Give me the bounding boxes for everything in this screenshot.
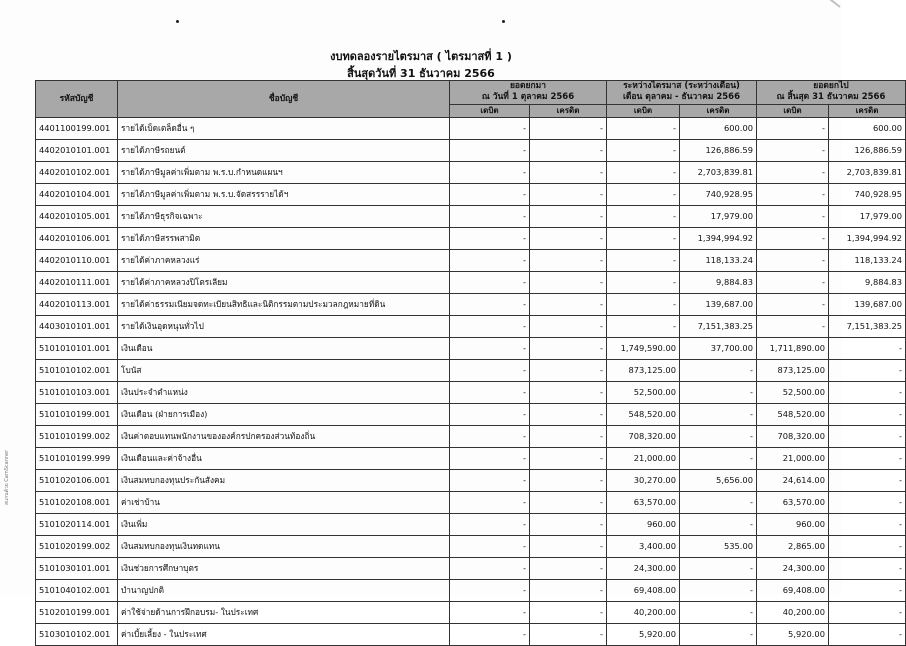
account-code-cell: 5101040102.001 [36, 579, 118, 601]
closing-debit-cell: 40,200.00 [757, 601, 829, 623]
opening-debit-cell: - [450, 601, 530, 623]
account-name-cell: รายได้ภาษีมูลค่าเพิ่มตาม พ.ร.บ.กำหนดแผนฯ [118, 161, 450, 183]
account-code-cell: 5101030101.001 [36, 557, 118, 579]
opening-credit-cell: - [530, 381, 607, 403]
account-name-cell: ค่าเบี้ยเลี้ยง - ในประเทศ [118, 623, 450, 645]
closing-date: ณ สิ้นสุด 31 ธันวาคม 2566 [776, 92, 886, 103]
account-name-cell: รายได้ค่าภาคหลวงแร่ [118, 249, 450, 271]
table-row [36, 491, 906, 513]
period-credit-cell: - [680, 425, 757, 447]
opening-debit-cell: - [450, 117, 530, 139]
period-debit-cell: 21,000.00 [607, 447, 680, 469]
period-credit-cell: 1,394,994.92 [680, 227, 757, 249]
table-row [36, 139, 906, 161]
period-credit-cell: 2,703,839.81 [680, 161, 757, 183]
opening-debit-cell: - [450, 623, 530, 645]
closing-credit-cell: - [829, 359, 906, 381]
period-credit-cell: - [680, 403, 757, 425]
closing-credit-cell: 2,703,839.81 [829, 161, 906, 183]
table-row [36, 359, 906, 381]
period-debit-cell: 30,270.00 [607, 469, 680, 491]
account-code-cell: 5101010199.001 [36, 403, 118, 425]
opening-credit-cell: - [530, 315, 607, 337]
table-row [36, 161, 906, 183]
closing-credit-cell: - [829, 601, 906, 623]
period-debit-cell: - [607, 293, 680, 315]
table-row [36, 315, 906, 337]
account-code-cell: 5101010103.001 [36, 381, 118, 403]
trial-balance-table [35, 80, 906, 646]
opening-credit-cell: - [530, 513, 607, 535]
table-row [36, 557, 906, 579]
period-debit-cell: 40,200.00 [607, 601, 680, 623]
column-header-name: ชื่อบัญชี [118, 81, 450, 118]
closing-credit-cell: - [829, 491, 906, 513]
period-credit-cell: - [680, 447, 757, 469]
period-credit-cell: - [680, 557, 757, 579]
column-header-debit: เดบิต [757, 104, 829, 117]
period-credit-cell: 139,687.00 [680, 293, 757, 315]
period-debit-cell: 52,500.00 [607, 381, 680, 403]
column-group-closing [757, 81, 906, 105]
column-header-credit: เครดิต [829, 104, 906, 117]
closing-label: ยอดยกไป [813, 81, 849, 91]
opening-label: ยอดยกมา [509, 81, 547, 91]
table-body [36, 117, 906, 645]
table-row [36, 513, 906, 535]
opening-debit-cell: - [450, 557, 530, 579]
account-name-cell: ค่าเช่าบ้าน [118, 491, 450, 513]
closing-debit-cell: - [757, 117, 829, 139]
opening-debit-cell: - [450, 403, 530, 425]
account-code-cell: 4403010101.001 [36, 315, 118, 337]
closing-credit-cell: 139,687.00 [829, 293, 906, 315]
table-row [36, 183, 906, 205]
closing-credit-cell: 1,394,994.92 [829, 227, 906, 249]
account-name-cell: รายได้ภาษีรถยนต์ [118, 139, 450, 161]
table-row [36, 205, 906, 227]
account-name-cell: รายได้ค่าภาคหลวงปิโตรเลียม [118, 271, 450, 293]
column-header-debit: เดบิต [607, 104, 680, 117]
account-code-cell: 4402010102.001 [36, 161, 118, 183]
period-debit-cell: 708,320.00 [607, 425, 680, 447]
page-corner-crease [792, 0, 841, 8]
table-row [36, 271, 906, 293]
period-debit-cell: 960.00 [607, 513, 680, 535]
table-row [36, 117, 906, 139]
account-name-cell: รายได้เงินอุดหนุนทั่วไป [118, 315, 450, 337]
opening-credit-cell: - [530, 425, 607, 447]
account-code-cell: 4402010101.001 [36, 139, 118, 161]
opening-credit-cell: - [530, 139, 607, 161]
table-row [36, 447, 906, 469]
account-code-cell: 4402010106.001 [36, 227, 118, 249]
opening-credit-cell: - [530, 557, 607, 579]
period-debit-cell: - [607, 249, 680, 271]
opening-credit-cell: - [530, 579, 607, 601]
period-debit-cell: - [607, 161, 680, 183]
period-credit-cell: 5,656.00 [680, 469, 757, 491]
closing-debit-cell: 873,125.00 [757, 359, 829, 381]
closing-credit-cell: 126,886.59 [829, 139, 906, 161]
account-code-cell: 5103010102.001 [36, 623, 118, 645]
account-code-cell: 5101010101.001 [36, 337, 118, 359]
opening-credit-cell: - [530, 249, 607, 271]
document-title: งบทดลองรายไตรมาส ( ไตรมาสที่ 1 ) [330, 50, 512, 63]
opening-credit-cell: - [530, 117, 607, 139]
opening-credit-cell: - [530, 271, 607, 293]
closing-credit-cell: - [829, 469, 906, 491]
closing-debit-cell: - [757, 249, 829, 271]
scan-speck [502, 20, 505, 23]
closing-credit-cell: 7,151,383.25 [829, 315, 906, 337]
period-credit-cell: 740,928.95 [680, 183, 757, 205]
period-credit-cell: - [680, 359, 757, 381]
column-header-credit: เครดิต [530, 104, 607, 117]
closing-debit-cell: 548,520.00 [757, 403, 829, 425]
table-row [36, 601, 906, 623]
closing-debit-cell: 2,865.00 [757, 535, 829, 557]
period-credit-cell: - [680, 381, 757, 403]
period-debit-cell: - [607, 183, 680, 205]
closing-debit-cell: 960.00 [757, 513, 829, 535]
table-row [36, 535, 906, 557]
opening-credit-cell: - [530, 447, 607, 469]
period-credit-cell: 7,151,383.25 [680, 315, 757, 337]
closing-debit-cell: 52,500.00 [757, 381, 829, 403]
account-code-cell: 5101010199.999 [36, 447, 118, 469]
scanner-watermark: สแกนด้วย CamScanner [4, 449, 10, 505]
account-code-cell: 4402010110.001 [36, 249, 118, 271]
closing-debit-cell: 1,711,890.00 [757, 337, 829, 359]
account-code-cell: 5101020114.001 [36, 513, 118, 535]
period-credit-cell: - [680, 601, 757, 623]
closing-credit-cell: - [829, 557, 906, 579]
period-credit-cell: - [680, 491, 757, 513]
closing-debit-cell: - [757, 293, 829, 315]
period-debit-cell: 24,300.00 [607, 557, 680, 579]
closing-credit-cell: - [829, 623, 906, 645]
account-code-cell: 4401100199.001 [36, 117, 118, 139]
account-code-cell: 5101020108.001 [36, 491, 118, 513]
account-code-cell: 4402010105.001 [36, 205, 118, 227]
opening-credit-cell: - [530, 183, 607, 205]
opening-debit-cell: - [450, 227, 530, 249]
closing-debit-cell: 24,614.00 [757, 469, 829, 491]
closing-credit-cell: - [829, 579, 906, 601]
closing-credit-cell: 600.00 [829, 117, 906, 139]
opening-debit-cell: - [450, 315, 530, 337]
opening-debit-cell: - [450, 425, 530, 447]
closing-debit-cell: 69,408.00 [757, 579, 829, 601]
closing-credit-cell: - [829, 535, 906, 557]
opening-debit-cell: - [450, 205, 530, 227]
closing-credit-cell: 740,928.95 [829, 183, 906, 205]
closing-debit-cell: 708,320.00 [757, 425, 829, 447]
period-debit-cell: 69,408.00 [607, 579, 680, 601]
period-label: ระหว่างไตรมาส (ระหว่างเดือน) [623, 81, 740, 91]
opening-debit-cell: - [450, 513, 530, 535]
period-credit-cell: 37,700.00 [680, 337, 757, 359]
period-debit-cell: 5,920.00 [607, 623, 680, 645]
closing-credit-cell: - [829, 447, 906, 469]
account-name-cell: รายได้ภาษีธุรกิจเฉพาะ [118, 205, 450, 227]
account-name-cell: เงินช่วยการศึกษาบุตร [118, 557, 450, 579]
closing-debit-cell: - [757, 271, 829, 293]
period-credit-cell: 535.00 [680, 535, 757, 557]
period-debit-cell: - [607, 139, 680, 161]
account-name-cell: เงินสมทบกองทุนประกันสังคม [118, 469, 450, 491]
table-row [36, 579, 906, 601]
opening-credit-cell: - [530, 161, 607, 183]
closing-credit-cell: 9,884.83 [829, 271, 906, 293]
account-name-cell: เงินค่าตอบแทนพนักงานขององค์กรปกครองส่วนท้องถิ่น [118, 425, 450, 447]
opening-credit-cell: - [530, 403, 607, 425]
period-debit-cell: - [607, 271, 680, 293]
account-code-cell: 5102010199.001 [36, 601, 118, 623]
closing-credit-cell: - [829, 337, 906, 359]
opening-debit-cell: - [450, 359, 530, 381]
account-name-cell: รายได้เบ็ดเตล็ดอื่น ๆ [118, 117, 450, 139]
closing-credit-cell: - [829, 513, 906, 535]
opening-credit-cell: - [530, 293, 607, 315]
period-credit-cell: 118,133.24 [680, 249, 757, 271]
table-row [36, 337, 906, 359]
opening-credit-cell: - [530, 359, 607, 381]
opening-credit-cell: - [530, 205, 607, 227]
column-header-debit: เดบิต [450, 104, 530, 117]
table-row [36, 425, 906, 447]
period-credit-cell: 9,884.83 [680, 271, 757, 293]
period-debit-cell: 63,570.00 [607, 491, 680, 513]
account-code-cell: 5101020199.002 [36, 535, 118, 557]
period-debit-cell: 548,520.00 [607, 403, 680, 425]
header-row [36, 81, 906, 105]
closing-debit-cell: 5,920.00 [757, 623, 829, 645]
document-subtitle: สิ้นสุดวันที่ 31 ธันวาคม 2566 [347, 67, 495, 80]
column-header-credit: เครดิต [680, 104, 757, 117]
scan-speck [176, 20, 179, 23]
opening-debit-cell: - [450, 337, 530, 359]
table-row [36, 293, 906, 315]
account-code-cell: 4402010111.001 [36, 271, 118, 293]
account-code-cell: 5101020106.001 [36, 469, 118, 491]
column-group-opening [450, 81, 607, 105]
opening-debit-cell: - [450, 139, 530, 161]
period-date: เดือน ตุลาคม - ธันวาคม 2566 [623, 92, 740, 103]
closing-debit-cell: - [757, 183, 829, 205]
opening-debit-cell: - [450, 535, 530, 557]
closing-debit-cell: - [757, 227, 829, 249]
account-name-cell: รายได้ค่าธรรมเนียมจดทะเบียนสิทธิและนิติกรรมตามประมวลกฎหมายที่ดิน [118, 293, 450, 315]
period-debit-cell: 1,749,590.00 [607, 337, 680, 359]
account-code-cell: 5101010102.001 [36, 359, 118, 381]
opening-debit-cell: - [450, 469, 530, 491]
period-debit-cell: 873,125.00 [607, 359, 680, 381]
period-debit-cell: - [607, 227, 680, 249]
opening-credit-cell: - [530, 623, 607, 645]
period-credit-cell: 600.00 [680, 117, 757, 139]
period-credit-cell: 126,886.59 [680, 139, 757, 161]
opening-date: ณ วันที่ 1 ตุลาคม 2566 [481, 92, 575, 103]
period-debit-cell: 3,400.00 [607, 535, 680, 557]
closing-credit-cell: 17,979.00 [829, 205, 906, 227]
column-header-code: รหัสบัญชี [36, 81, 118, 118]
closing-debit-cell: - [757, 139, 829, 161]
opening-credit-cell: - [530, 469, 607, 491]
opening-credit-cell: - [530, 535, 607, 557]
period-debit-cell: - [607, 117, 680, 139]
account-code-cell: 4402010104.001 [36, 183, 118, 205]
period-credit-cell: - [680, 513, 757, 535]
opening-debit-cell: - [450, 381, 530, 403]
account-name-cell: เงินเดือน [118, 337, 450, 359]
opening-debit-cell: - [450, 447, 530, 469]
account-code-cell: 4402010113.001 [36, 293, 118, 315]
period-credit-cell: - [680, 579, 757, 601]
table-row [36, 469, 906, 491]
table-row [36, 381, 906, 403]
opening-debit-cell: - [450, 579, 530, 601]
closing-debit-cell: 21,000.00 [757, 447, 829, 469]
account-name-cell: บำนาญปกติ [118, 579, 450, 601]
closing-debit-cell: - [757, 205, 829, 227]
account-name-cell: รายได้ภาษีสรรพสามิต [118, 227, 450, 249]
closing-debit-cell: 63,570.00 [757, 491, 829, 513]
opening-debit-cell: - [450, 249, 530, 271]
opening-debit-cell: - [450, 293, 530, 315]
table-row [36, 249, 906, 271]
period-credit-cell: 17,979.00 [680, 205, 757, 227]
account-name-cell: รายได้ภาษีมูลค่าเพิ่มตาม พ.ร.บ.จัดสรรรายได้ฯ [118, 183, 450, 205]
account-name-cell: เงินเดือนและค่าจ้างอื่น [118, 447, 450, 469]
closing-debit-cell: - [757, 161, 829, 183]
opening-credit-cell: - [530, 491, 607, 513]
account-name-cell: เงินประจำตำแหน่ง [118, 381, 450, 403]
account-name-cell: เงินสมทบกองทุนเงินทดแทน [118, 535, 450, 557]
opening-debit-cell: - [450, 271, 530, 293]
opening-debit-cell: - [450, 161, 530, 183]
account-name-cell: โบนัส [118, 359, 450, 381]
account-name-cell: ค่าใช้จ่ายด้านการฝึกอบรม- ในประเทศ [118, 601, 450, 623]
table-row [36, 403, 906, 425]
period-credit-cell: - [680, 623, 757, 645]
closing-credit-cell: - [829, 425, 906, 447]
table-row [36, 623, 906, 645]
opening-debit-cell: - [450, 183, 530, 205]
closing-credit-cell: - [829, 381, 906, 403]
opening-credit-cell: - [530, 227, 607, 249]
opening-credit-cell: - [530, 337, 607, 359]
opening-debit-cell: - [450, 491, 530, 513]
period-debit-cell: - [607, 315, 680, 337]
table-row [36, 227, 906, 249]
period-debit-cell: - [607, 205, 680, 227]
closing-credit-cell: - [829, 403, 906, 425]
account-name-cell: เงินเพิ่ม [118, 513, 450, 535]
account-name-cell: เงินเดือน (ฝ่ายการเมือง) [118, 403, 450, 425]
column-group-period [607, 81, 757, 105]
account-code-cell: 5101010199.002 [36, 425, 118, 447]
closing-credit-cell: 118,133.24 [829, 249, 906, 271]
closing-debit-cell: 24,300.00 [757, 557, 829, 579]
closing-debit-cell: - [757, 315, 829, 337]
opening-credit-cell: - [530, 601, 607, 623]
